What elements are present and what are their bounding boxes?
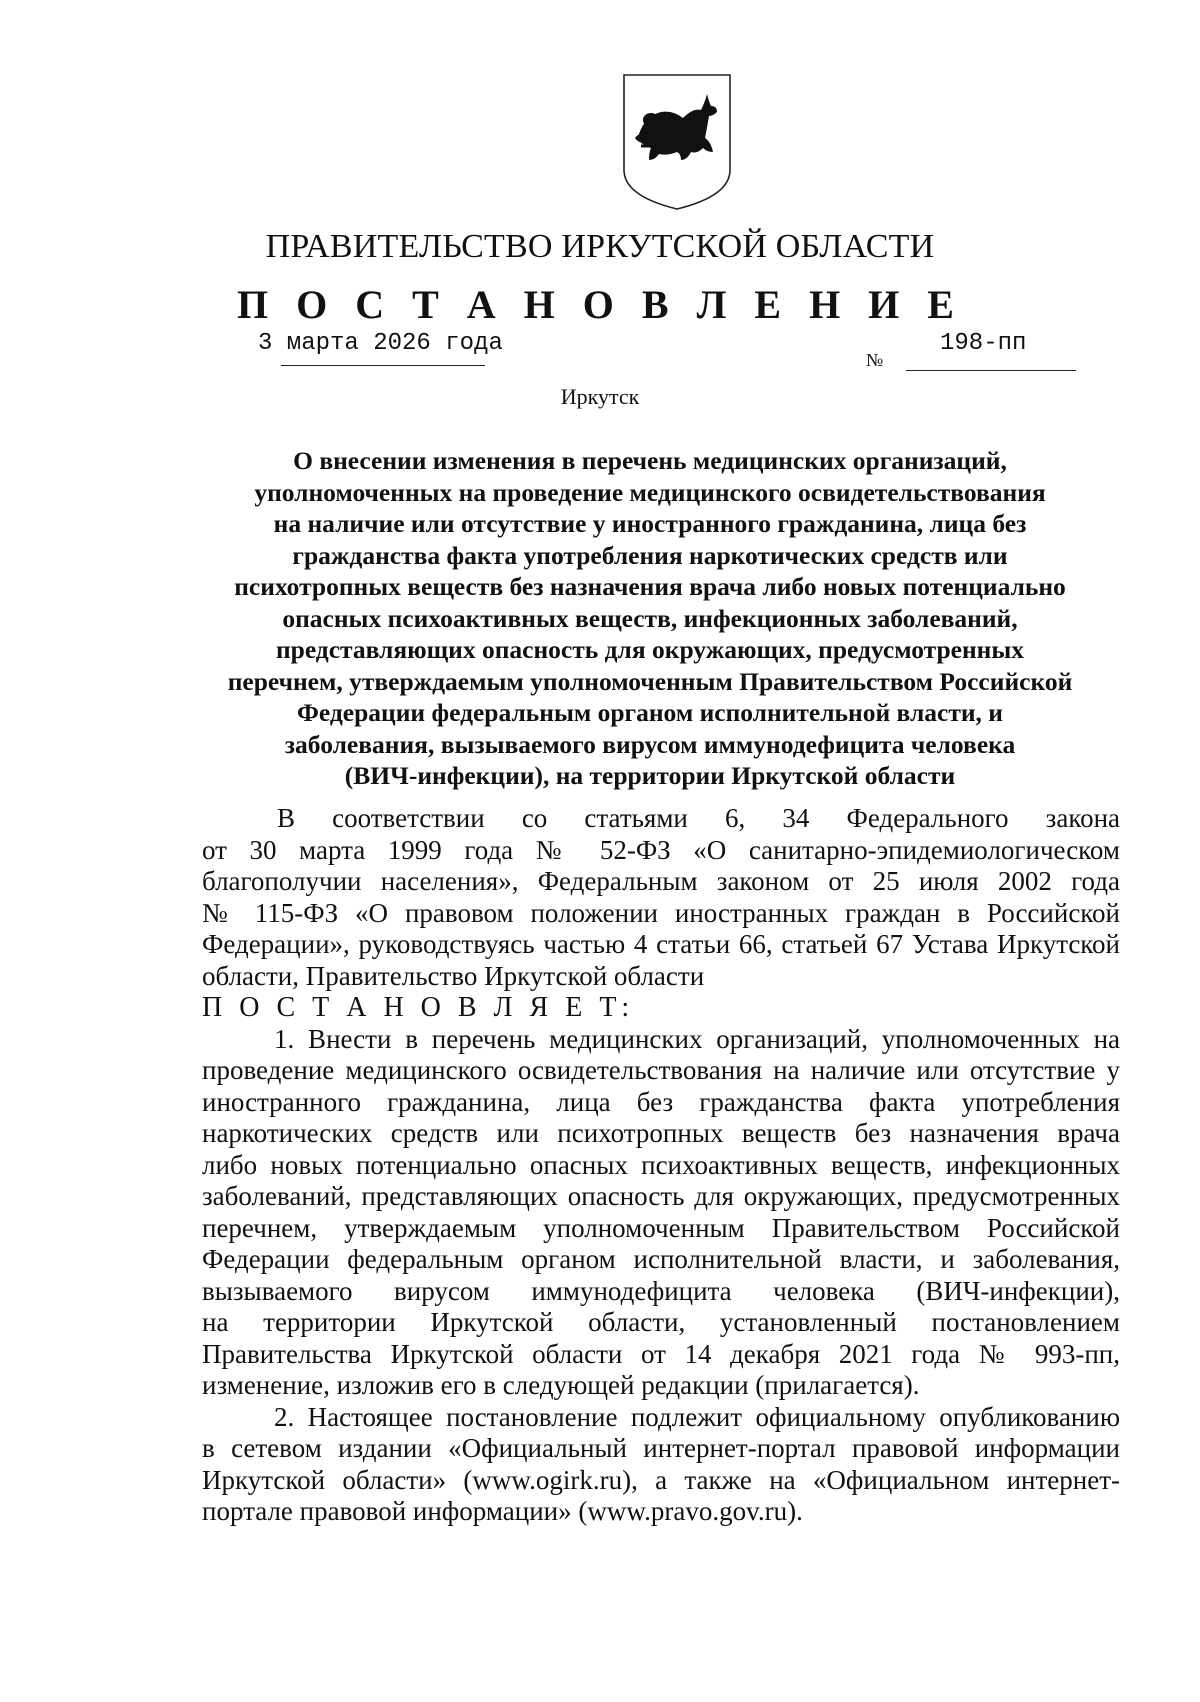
- title-line: Федерации федеральным органом исполнительной власти, и: [296, 698, 1003, 727]
- item2-line: Иркутской области» (www.ogirk.ru), а также на «Официальном интернет-: [202, 1464, 1120, 1495]
- title-line: опасных психоактивных веществ, инфекционных заболеваний,: [282, 603, 1018, 633]
- item1-line: проведение медицинского освидетельствования на наличие или отсутствие у: [202, 1055, 1120, 1085]
- item2-line: портале правовой информации» (www.pravo.gov.ru).: [202, 1496, 803, 1526]
- item1-line: иностранного гражданина, лица без гражданства факта употребления: [202, 1086, 1120, 1117]
- resolves-heading: П О С Т А Н О В Л Я Е Т:: [202, 992, 635, 1023]
- document-number: 198-пп: [940, 330, 1027, 357]
- item1-line: 1. Внести в перечень медицинских организаций, уполномоченных на: [274, 1023, 1120, 1054]
- item2-line: в сетевом издании «Официальный интернет-портал правовой информации: [202, 1433, 1120, 1463]
- preamble-line: № 115-ФЗ «О правовом положении иностранных граждан в Российской: [202, 897, 1120, 928]
- item1-line: изменение, изложив его в следующей редакции (прилагается).: [202, 1370, 920, 1400]
- item1-line: на территории Иркутской области, установленный постановлением: [202, 1307, 1120, 1337]
- number-sign: №: [866, 350, 884, 370]
- document-title: [198, 445, 1102, 792]
- title-line: уполномоченных на проведение медицинского освидетельствования: [254, 477, 1046, 507]
- preamble-line: В соответствии со статьями 6, 34 Федерального закона: [277, 803, 1120, 833]
- preamble-line: благополучии населения», Федеральным законом от 25 июля 2002 года: [202, 866, 1120, 896]
- title-line: О внесении изменения в перечень медицинских организаций,: [293, 446, 1007, 475]
- preamble-line: области, Правительство Иркутской области: [202, 960, 705, 991]
- item1-line: либо новых потенциально опасных психоактивных веществ, инфекционных: [202, 1149, 1120, 1180]
- number-underline: [906, 370, 1076, 371]
- title-line: на наличие или отсутствие у иностранного гражданина, лица без: [273, 509, 1027, 538]
- city-name: Иркутск: [560, 384, 640, 409]
- date-underline: [281, 365, 485, 366]
- item1-line: перечнем, утверждаемым уполномоченным Правительством Российской: [202, 1212, 1120, 1243]
- item1-line: наркотических средств или психотропных веществ без назначения врача: [202, 1118, 1120, 1148]
- government-name: ПРАВИТЕЛЬСТВО ИРКУТСКОЙ ОБЛАСТИ: [265, 228, 935, 265]
- preamble-line: Федерации», руководствуясь частью 4 статьи 66, статьей 67 Устава Иркутской: [202, 929, 1120, 959]
- coat-of-arms-icon: [621, 72, 733, 212]
- title-line: (ВИЧ-инфекции), на территории Иркутской области: [344, 761, 956, 790]
- title-line: психотропных веществ без назначения врача либо новых потенциально: [234, 572, 1066, 601]
- document-type: П О С Т А Н О В Л Е Н И Е: [237, 282, 963, 327]
- item1-line: Федерации федеральным органом исполнительной власти, и заболевания,: [202, 1244, 1120, 1274]
- title-line: гражданства факта употребления наркотических средств или: [292, 540, 1008, 570]
- item1-line: вызываемого вирусом иммунодефицита человека (ВИЧ-инфекции),: [202, 1275, 1120, 1306]
- document-body: [202, 803, 1120, 1528]
- title-line: перечнем, утверждаемым уполномоченным Правительством Российской: [227, 666, 1073, 696]
- item2-line: 2. Настоящее постановление подлежит официальному опубликованию: [274, 1401, 1120, 1432]
- item1-line: Правительства Иркутской области от 14 декабря 2021 года № 993-пп,: [202, 1338, 1120, 1369]
- document-date: 3 марта 2026 года: [258, 330, 503, 357]
- item1-line: заболеваний, представляющих опасность для окружающих, предусмотренных: [202, 1181, 1120, 1211]
- preamble-line: от 30 марта 1999 года № 52-ФЗ «О санитарно-эпидемиологическом: [202, 834, 1120, 865]
- title-line: представляющих опасность для окружающих, предусмотренных: [275, 635, 1025, 664]
- title-line: заболевания, вызываемого вирусом иммунодефицита человека: [284, 729, 1016, 759]
